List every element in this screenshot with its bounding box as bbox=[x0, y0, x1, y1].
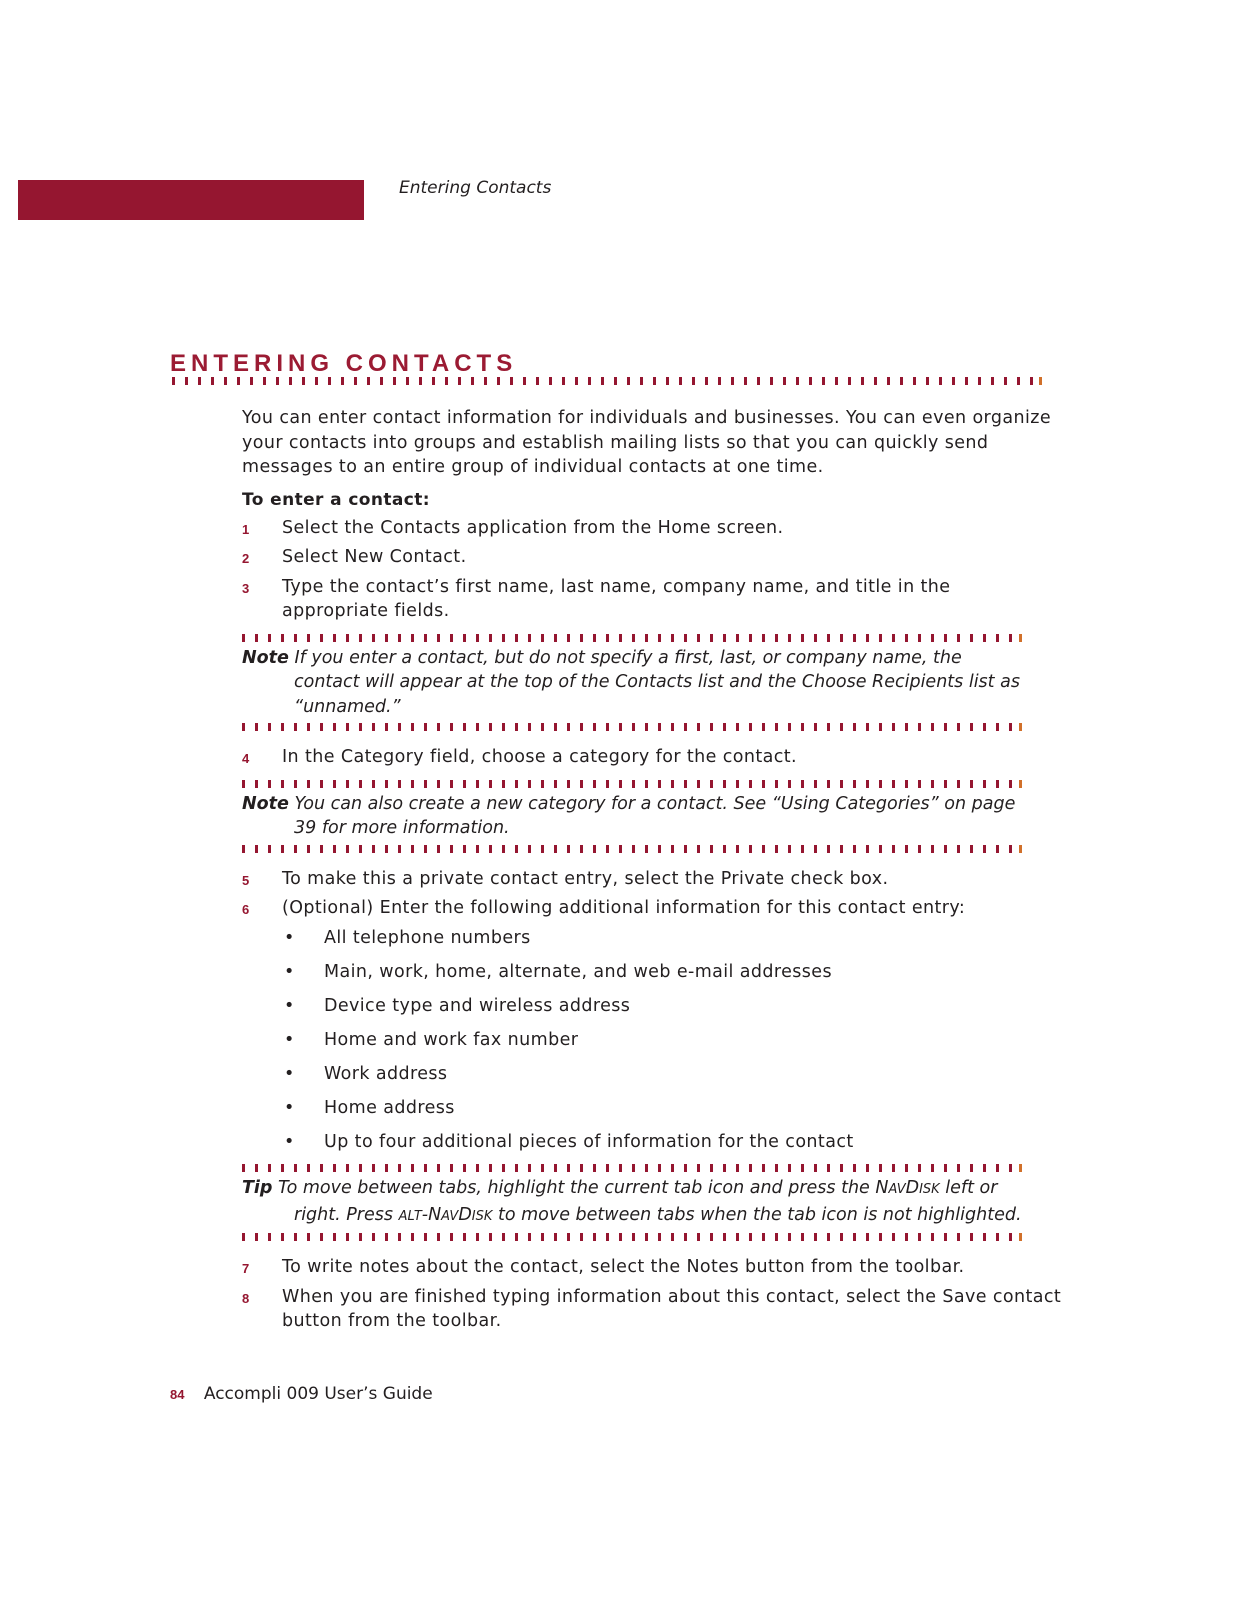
guide-title: Accompli 009 User’s Guide bbox=[203, 1384, 433, 1404]
step-text: To write notes about the contact, select the Notes button from the toolbar. bbox=[282, 1257, 965, 1277]
tip-rule-bottom bbox=[242, 1233, 1022, 1241]
step-number: 6 bbox=[242, 902, 250, 917]
bullet-icon: • bbox=[284, 927, 295, 948]
bullet-icon: • bbox=[284, 1029, 295, 1050]
tip-rule-top bbox=[242, 1164, 1022, 1172]
tip-label: Tip bbox=[242, 1178, 273, 1198]
step-4 bbox=[242, 745, 1062, 770]
bullet-icon: • bbox=[284, 1131, 295, 1152]
list-item bbox=[282, 1062, 1062, 1087]
step-number: 5 bbox=[242, 872, 250, 888]
tip-smallcaps: AV bbox=[441, 1208, 459, 1224]
list-item-text: Home address bbox=[324, 1097, 455, 1118]
step-7 bbox=[242, 1255, 1062, 1280]
bullet-icon: • bbox=[284, 961, 295, 982]
tip-body: To move between tabs, highlight the current tab icon and press the N bbox=[278, 1178, 889, 1198]
list-item-text: Work address bbox=[324, 1063, 448, 1084]
list-item bbox=[282, 1028, 1062, 1053]
tip-body: left or right. Press bbox=[294, 1178, 998, 1225]
step-8 bbox=[242, 1285, 1062, 1334]
list-item bbox=[282, 960, 1062, 985]
running-head: Entering Contacts bbox=[399, 178, 552, 198]
note-label: Note bbox=[242, 647, 289, 668]
step-2 bbox=[242, 545, 1062, 570]
bullet-icon: • bbox=[284, 1097, 295, 1118]
note-body: You can also create a new category for a contact. See “Using Categories” on page 39 for more information. bbox=[294, 793, 1016, 838]
bullet-list bbox=[282, 926, 1062, 1155]
list-item-text: Main, work, home, alternate, and web e-mail addresses bbox=[324, 961, 832, 982]
tip-smallcaps: ALT bbox=[398, 1208, 422, 1224]
section-title: ENTERING CONTACTS bbox=[170, 350, 518, 377]
step-number: 2 bbox=[242, 551, 250, 566]
intro-paragraph: You can enter contact information for individuals and businesses. You can even organize your contacts into groups and establish mailing lists so that you can quickly send messages to an entire group of individual contacts at one time. bbox=[242, 408, 1051, 477]
tip-body: D bbox=[458, 1204, 472, 1225]
note-rule-top bbox=[242, 780, 1022, 788]
step-text: Select the Contacts application from the Home screen. bbox=[282, 517, 784, 538]
step-text: In the Category field, choose a category for the contact. bbox=[282, 747, 798, 767]
tip-smallcaps: ISK bbox=[471, 1208, 493, 1224]
tip-body: D bbox=[905, 1178, 920, 1198]
list-item-text: Up to four additional pieces of information for the contact bbox=[324, 1131, 854, 1152]
list-item bbox=[282, 1096, 1062, 1121]
tip-smallcaps: ISK bbox=[919, 1182, 940, 1197]
note-body: If you enter a contact, but do not specify a first, last, or company name, the contact will appear at the top of the Contacts list and the Choose Recipients list as “unnamed.” bbox=[294, 647, 1020, 717]
tip-box bbox=[242, 1164, 1022, 1241]
bullet-icon: • bbox=[284, 995, 295, 1016]
list-item bbox=[282, 926, 1062, 951]
step-number: 8 bbox=[242, 1290, 250, 1306]
step-1 bbox=[242, 516, 1062, 541]
step-number: 1 bbox=[242, 521, 250, 537]
step-5 bbox=[242, 867, 1062, 892]
step-text: (Optional) Enter the following additional information for this contact entry: bbox=[282, 898, 966, 918]
note-label: Note bbox=[242, 793, 289, 814]
main-content bbox=[242, 406, 1062, 1339]
header-color-bar bbox=[18, 180, 364, 220]
list-item bbox=[282, 1130, 1062, 1155]
tip-text bbox=[242, 1176, 1022, 1229]
page-number: 84 bbox=[170, 1387, 185, 1402]
step-text: To make this a private contact entry, select the Private check box. bbox=[282, 868, 889, 889]
bullet-icon: • bbox=[284, 1063, 295, 1084]
note-text bbox=[242, 792, 1022, 841]
note-rule-top bbox=[242, 634, 1022, 642]
list-item-text: All telephone numbers bbox=[324, 927, 531, 948]
note-text bbox=[242, 646, 1022, 720]
step-6 bbox=[242, 896, 1062, 921]
section-title-rule bbox=[172, 377, 1042, 385]
step-3 bbox=[242, 575, 1062, 624]
list-item-text: Home and work fax number bbox=[324, 1029, 579, 1050]
list-item-text: Device type and wireless address bbox=[324, 995, 631, 1016]
note-box bbox=[242, 634, 1022, 732]
step-text: Type the contact’s first name, last name, company name, and title in the appropriate fields. bbox=[282, 576, 951, 621]
procedure-title: To enter a contact: bbox=[242, 489, 430, 510]
tip-smallcaps: AV bbox=[888, 1182, 906, 1197]
step-number: 4 bbox=[242, 751, 250, 766]
step-text: When you are finished typing information about this contact, select the Save contact button from the toolbar. bbox=[282, 1286, 1062, 1331]
page-footer bbox=[170, 1384, 433, 1404]
step-text: Select New Contact. bbox=[282, 547, 467, 567]
note-box bbox=[242, 780, 1022, 853]
tip-body: -N bbox=[421, 1204, 442, 1225]
tip-body: to move between tabs when the tab icon is not highlighted. bbox=[492, 1204, 1022, 1225]
note-rule-bottom bbox=[242, 845, 1022, 853]
step-number: 3 bbox=[242, 580, 250, 596]
list-item bbox=[282, 994, 1062, 1019]
step-number: 7 bbox=[242, 1261, 250, 1276]
note-rule-bottom bbox=[242, 723, 1022, 731]
